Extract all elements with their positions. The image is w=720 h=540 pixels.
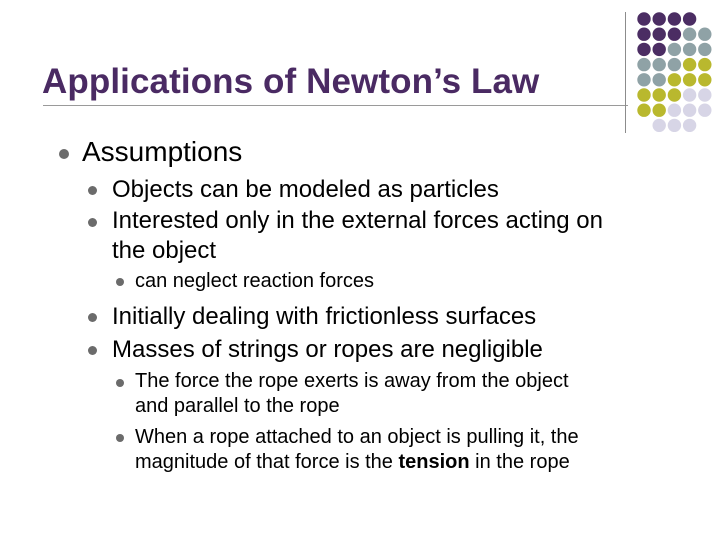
decorative-dot <box>637 43 650 56</box>
decorative-dot <box>653 12 666 25</box>
decorative-dot <box>698 43 711 56</box>
decorative-dot <box>698 58 711 71</box>
bullet-dot <box>88 313 97 322</box>
bullet-assumptions <box>82 136 242 168</box>
decorative-dot <box>637 88 650 101</box>
decorative-dot <box>668 28 681 41</box>
bullet-reaction-forces <box>135 270 374 293</box>
decorative-dot <box>668 43 681 56</box>
vertical-divider <box>625 12 626 133</box>
decorative-dot <box>668 12 681 25</box>
bullet-rope-force-continued <box>135 395 340 418</box>
decorative-dot-grid <box>637 12 720 132</box>
title-divider <box>43 105 628 106</box>
decorative-dot <box>653 43 666 56</box>
decorative-dot <box>683 104 696 117</box>
decorative-dot <box>683 12 696 25</box>
decorative-dot <box>637 12 650 25</box>
decorative-dot <box>637 58 650 71</box>
decorative-dot <box>698 104 711 117</box>
slide-title: Applications of Newton’s Law <box>42 62 540 101</box>
decorative-dot <box>668 58 681 71</box>
bullet-tension-continued <box>135 451 570 474</box>
tension-term: tension <box>398 451 470 473</box>
decorative-dot <box>668 73 681 86</box>
decorative-dot <box>698 73 711 86</box>
bullet-dot <box>88 218 97 227</box>
bullet-frictionless <box>112 302 536 332</box>
bullet-dot <box>116 434 124 442</box>
bullet-external-forces-continued <box>112 236 216 266</box>
decorative-dot <box>683 58 696 71</box>
bullet-tension <box>135 426 579 449</box>
decorative-dot <box>637 73 650 86</box>
decorative-dot <box>683 88 696 101</box>
decorative-dot <box>668 119 681 132</box>
bullet-text: Interested only in the external forces acting on <box>112 207 603 234</box>
decorative-dot <box>698 28 711 41</box>
decorative-dot <box>653 28 666 41</box>
bullet-dot <box>88 186 97 195</box>
bullet-masses <box>112 335 543 365</box>
bullet-dot <box>116 278 124 286</box>
bullet-particles <box>112 175 499 205</box>
bullet-text: Assumptions <box>82 136 243 167</box>
bullet-dot <box>116 379 124 387</box>
bullet-text: can neglect reaction forces <box>135 270 375 292</box>
bullet-text: and parallel to the rope <box>135 395 340 417</box>
decorative-dot <box>683 28 696 41</box>
bullet-text: When a rope attached to an object is pulling it, the <box>135 426 579 448</box>
bullet-text: The force the rope exerts is away from the object <box>135 370 569 392</box>
bullet-text: Objects can be modeled as particles <box>112 176 499 203</box>
bullet-text: Masses of strings or ropes are negligible <box>112 336 543 363</box>
decorative-dot <box>653 73 666 86</box>
decorative-dot <box>637 28 650 41</box>
decorative-dot <box>653 104 666 117</box>
bullet-text: Initially dealing with frictionless surfaces <box>112 303 537 330</box>
bullet-rope-force <box>135 370 569 393</box>
bullet-dot <box>59 149 69 159</box>
decorative-dot <box>668 88 681 101</box>
bullet-text-after: in the rope <box>469 451 570 473</box>
decorative-dot <box>637 104 650 117</box>
bullet-external-forces <box>112 206 603 236</box>
decorative-dot <box>683 119 696 132</box>
decorative-dot <box>653 58 666 71</box>
bullet-text: the object <box>112 237 217 264</box>
decorative-dot <box>698 88 711 101</box>
decorative-dot <box>683 73 696 86</box>
bullet-dot <box>88 346 97 355</box>
decorative-dot <box>653 88 666 101</box>
decorative-dot <box>653 119 666 132</box>
decorative-dot <box>668 104 681 117</box>
decorative-dot <box>683 43 696 56</box>
bullet-text-before: magnitude of that force is the <box>135 451 399 473</box>
